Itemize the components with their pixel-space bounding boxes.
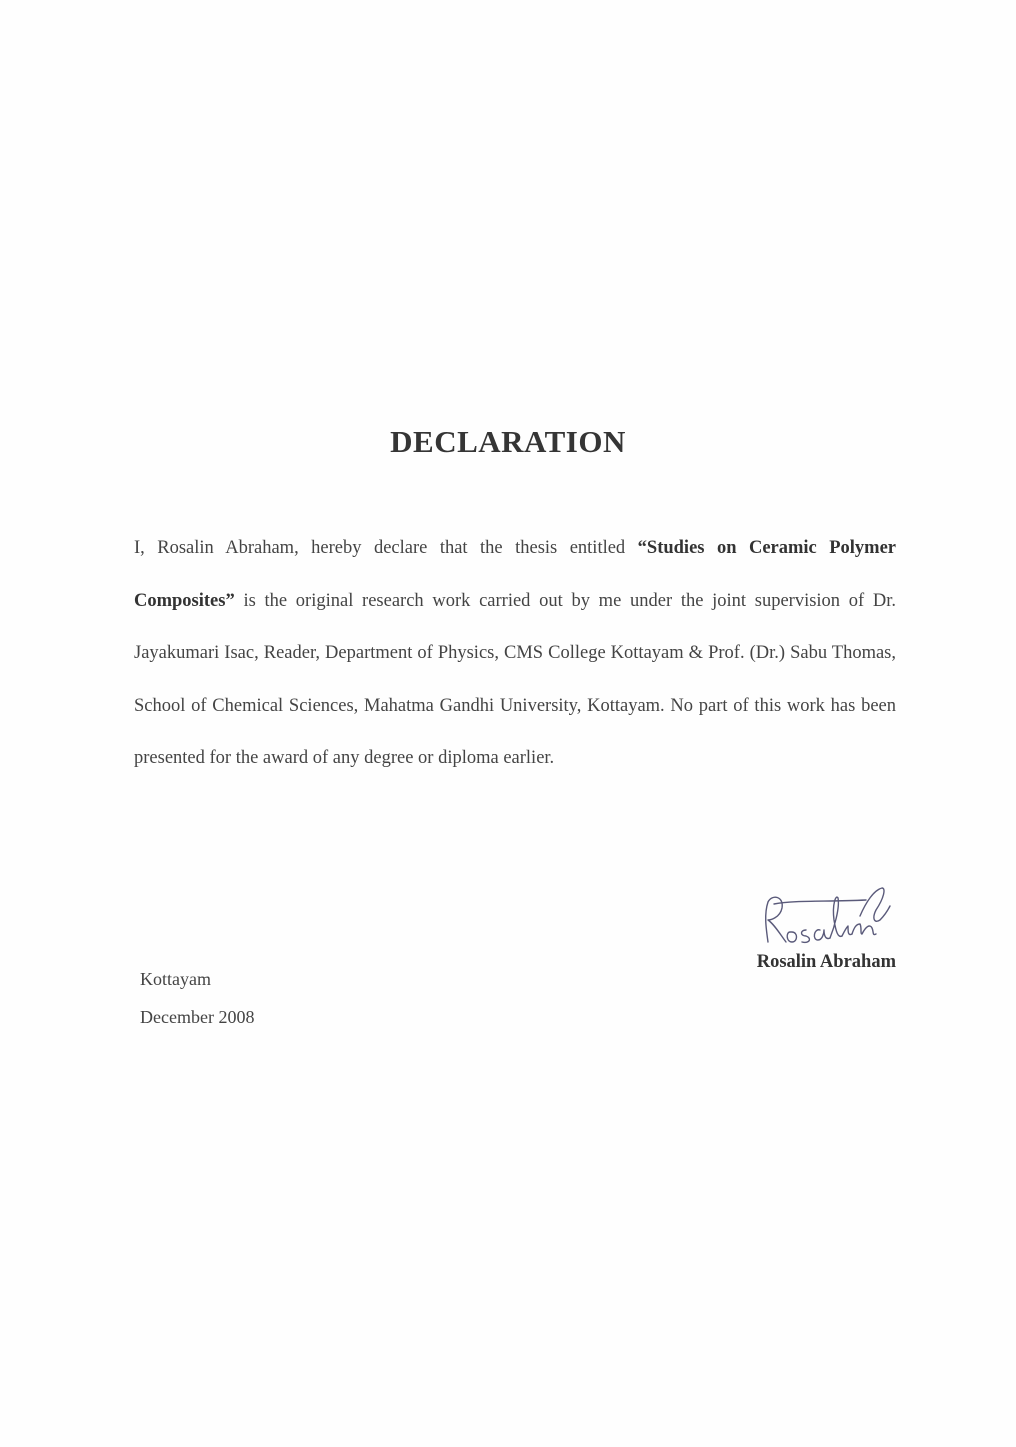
signer-name: Rosalin Abraham [756,952,896,972]
handwritten-signature [756,880,896,952]
page-title: DECLARATION [390,424,626,459]
declaration-intro: I, Rosalin Abraham, hereby declare that the thesis entitled [134,538,638,558]
thesis-title: “Studies on Ceramic Polymer Composites” [134,538,896,611]
date-text: December 2008 [140,1007,255,1027]
declaration-paragraph [134,522,896,785]
place-text: Kottayam [140,969,211,989]
declaration-rest: is the original research work carried out by me under the joint supervision of Dr. Jayakumari Isac, Reader, Department of Physics, CMS College Kottayam & Prof. (Dr.) Sabu Thomas, School of Chemical Sciences, Mahatma Gandhi University, Kottayam. No part of this work has been presented for the award of any degree or diploma earlier. [134,590,896,768]
signature-block [700,880,900,980]
place-date-block [140,960,254,1036]
